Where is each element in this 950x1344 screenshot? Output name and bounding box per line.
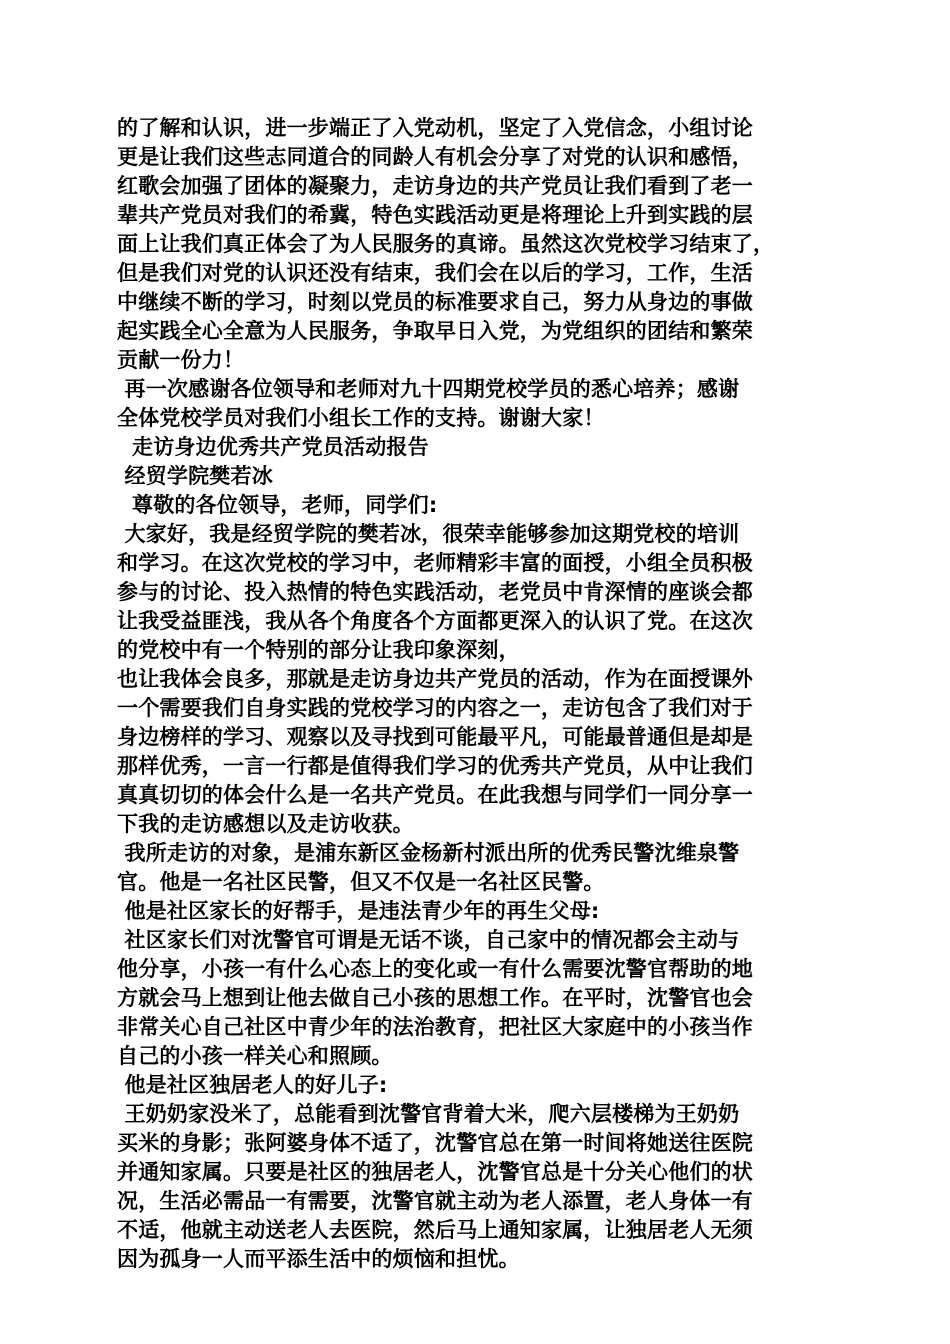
text-line: 辈共产党员对我们的希冀，特色实践活动更是将理论上升到实践的层 (117, 203, 753, 227)
text-line: 让我受益匪浅，我从各个角度各个方面都更深入的认识了党。在这次 (117, 609, 753, 633)
text-line: 他是社区家长的好帮手，是违法青少年的再生父母: (117, 899, 600, 923)
text-line: 官。他是一名社区民警，但又不仅是一名社区民警。 (117, 870, 605, 894)
text-line: 经贸学院樊若冰 (117, 464, 273, 488)
text-line: 中继续不断的学习，时刻以党员的标准要求自己，努力从身边的事做 (117, 290, 753, 314)
text-line: 但是我们对党的认识还没有结束，我们会在以后的学习，工作，生活 (117, 261, 753, 285)
text-line: 一个需要我们自身实践的党校学习的内容之一，走访包含了我们对于 (117, 696, 753, 720)
text-line: 下我的走访感想以及走访收获。 (117, 812, 414, 836)
text-line: 再一次感谢各位领导和老师对九十四期党校学员的悉心培养；感谢 (117, 377, 740, 401)
text-line: 真真切切的体会什么是一名共产党员。在此我想与同学们一同分享一 (117, 783, 753, 807)
text-line: 那样优秀，一言一行都是值得我们学习的优秀共产党员，从中让我们 (117, 754, 753, 778)
text-line: 也让我体会良多，那就是走访身边共产党员的活动，作为在面授课外 (117, 667, 753, 691)
text-line: 面上让我们真正体会了为人民服务的真谛。虽然这次党校学习结束了， (117, 232, 775, 256)
document-body (117, 114, 837, 1274)
text-line: 红歌会加强了团体的凝聚力，走访身边的共产党员让我们看到了老一 (117, 174, 753, 198)
text-line: 大家好，我是经贸学院的樊若冰，很荣幸能够参加这期党校的培训 (117, 522, 740, 546)
text-line: 方就会马上想到让他去做自己小孩的思想工作。在平时，沈警官也会 (117, 986, 753, 1010)
text-line: 买米的身影；张阿婆身体不适了，沈警官总在第一时间将她送往医院 (117, 1131, 753, 1155)
text-line: 起实践全心全意为人民服务，争取早日入党，为党组织的团结和繁荣 (117, 319, 753, 343)
text-line: 我所走访的对象，是浦东新区金杨新村派出所的优秀民警沈维泉警 (117, 841, 740, 865)
text-line: 的了解和认识，进一步端正了入党动机，坚定了入党信念，小组讨论 (117, 116, 753, 140)
text-line: 更是让我们这些志同道合的同龄人有机会分享了对党的认识和感悟， (117, 145, 753, 169)
text-line: 况，生活必需品一有需要，沈警官就主动为老人添置，老人身体一有 (117, 1189, 753, 1213)
text-line: 全体党校学员对我们小组长工作的支持。谢谢大家！ (117, 406, 605, 430)
text-line: 因为孤身一人而平添生活中的烦恼和担忧。 (117, 1247, 520, 1271)
text-line: 身边榜样的学习、观察以及寻找到可能最平凡，可能最普通但是却是 (117, 725, 753, 749)
text-line: 尊敬的各位领导，老师，同学们: (117, 493, 438, 517)
text-line: 参与的讨论、投入热情的特色实践活动，老党员中肯深情的座谈会都 (117, 580, 753, 604)
text-line: 并通知家属。只要是社区的独居老人，沈警官总是十分关心他们的状 (117, 1160, 753, 1184)
text-line: 社区家长们对沈警官可谓是无话不谈，自己家中的情况都会主动与 (117, 928, 740, 952)
text-line: 走访身边优秀共产党员活动报告 (117, 435, 429, 459)
text-line: 贡献一份力！ (117, 348, 245, 372)
text-line: 他是社区独居老人的好儿子: (117, 1073, 388, 1097)
text-line: 不适，他就主动送老人去医院，然后马上通知家属，让独居老人无须 (117, 1218, 753, 1242)
text-line: 王奶奶家没米了，总能看到沈警官背着大米，爬六层楼梯为王奶奶 (117, 1102, 740, 1126)
text-line: 他分享，小孩一有什么心态上的变化或一有什么需要沈警官帮助的地 (117, 957, 753, 981)
text-line: 的党校中有一个特别的部分让我印象深刻， (117, 638, 520, 662)
text-line: 非常关心自己社区中青少年的法治教育，把社区大家庭中的小孩当作 (117, 1015, 753, 1039)
text-line: 和学习。在这次党校的学习中，老师精彩丰富的面授，小组全员积极 (117, 551, 753, 575)
text-line: 自己的小孩一样关心和照顾。 (117, 1044, 393, 1068)
